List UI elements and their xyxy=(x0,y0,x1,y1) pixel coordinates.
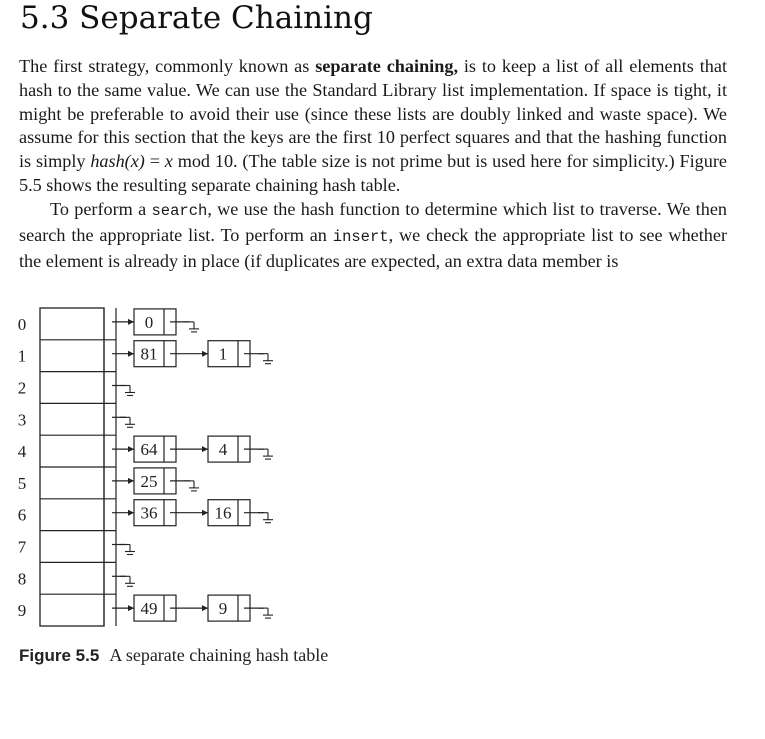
list-node-value-9: 9 xyxy=(218,599,228,619)
list-node-value-64: 64 xyxy=(140,440,158,460)
next-pointer-64-head xyxy=(202,446,208,452)
p2-text-2: , we use the hash function to determine which list to traverse. We then search the appropriate list. To perform an xyxy=(19,199,727,245)
table-index-4: 4 xyxy=(17,442,27,462)
table-index-1: 1 xyxy=(17,346,27,366)
null-symbol-8 xyxy=(120,576,135,586)
paragraph-search-insert xyxy=(19,198,727,273)
table-pointer-9-head xyxy=(128,605,134,611)
list-node-0 xyxy=(134,309,176,335)
table-index-8: 8 xyxy=(17,569,27,589)
null-symbol-7 xyxy=(120,545,135,555)
p1-variable-x: x xyxy=(164,151,173,172)
table-index-5: 5 xyxy=(17,473,27,493)
table-pointer-1-head xyxy=(128,351,134,357)
list-node-4 xyxy=(208,436,250,462)
paragraph-separate-chaining xyxy=(19,55,727,198)
null-symbol-25 xyxy=(184,481,199,491)
p2-code-insert: insert xyxy=(332,227,389,246)
list-node-value-16: 16 xyxy=(214,503,232,523)
p1-text-2: is to keep a list of all elements that hash to the same value. We can use the Standard Library list implementation. If space is tight, it might be preferable to avoid their use (since these lists are doubly linked and waste space). We assume for this section that the keys are the first 10 perfect squares and that the hashing function is simply xyxy=(19,56,728,172)
list-node-value-4: 4 xyxy=(218,440,228,460)
null-symbol-4 xyxy=(258,449,273,459)
p2-code-search: search xyxy=(151,202,208,220)
table-pointer-0-head xyxy=(128,319,134,325)
table-index-3: 3 xyxy=(17,410,27,430)
null-symbol-2 xyxy=(120,386,135,396)
list-node-value-49: 49 xyxy=(140,599,158,619)
figure-hash-table xyxy=(0,296,765,636)
table-index-2: 2 xyxy=(17,378,27,398)
list-node-value-0: 0 xyxy=(144,312,154,332)
next-pointer-49-head xyxy=(202,605,208,611)
list-node-value-36: 36 xyxy=(140,503,158,523)
next-pointer-81-head xyxy=(202,351,208,357)
table-index-0: 0 xyxy=(17,314,27,334)
figure-caption xyxy=(19,645,328,666)
p1-text-3: mod 10. (The table size is not prime but is used here for simplicity.) Figure 5.5 shows the resulting separate chaining hash table. xyxy=(19,151,727,195)
table-index-6: 6 xyxy=(17,505,27,525)
p1-text-1: The first strategy, commonly known as xyxy=(19,56,316,76)
table-pointer-4-head xyxy=(128,446,134,452)
null-symbol-9 xyxy=(258,608,273,618)
p1-hash-function: hash(x) xyxy=(90,151,145,172)
p1-term-separate-chaining: separate chaining, xyxy=(315,56,458,76)
list-node-value-25: 25 xyxy=(140,471,158,491)
list-node-value-1: 1 xyxy=(218,344,228,364)
null-symbol-1 xyxy=(258,354,273,364)
list-node-value-81: 81 xyxy=(140,344,158,364)
p1-equals: = xyxy=(144,151,165,172)
table-index-7: 7 xyxy=(17,537,27,557)
table-pointer-6-head xyxy=(128,510,134,516)
table-index-9: 9 xyxy=(17,601,27,621)
hash-table-diagram xyxy=(0,296,765,636)
null-symbol-0 xyxy=(184,322,199,332)
list-node-1 xyxy=(208,341,250,367)
null-symbol-16 xyxy=(258,513,273,523)
table-pointer-5-head xyxy=(128,478,134,484)
next-pointer-36-head xyxy=(202,510,208,516)
p2-text-1: To perform a xyxy=(50,199,152,219)
figure-caption-text: A separate chaining hash table xyxy=(109,645,329,665)
null-symbol-3 xyxy=(120,417,135,427)
figure-label: Figure 5.5 xyxy=(19,646,100,665)
section-title: 5.3 Separate Chaining xyxy=(20,0,373,36)
list-node-9 xyxy=(208,595,250,621)
p2-text-3: , we check the appropriate list to see whether the element is already in place (if duplicates are expected, an extra data member is xyxy=(19,224,728,271)
